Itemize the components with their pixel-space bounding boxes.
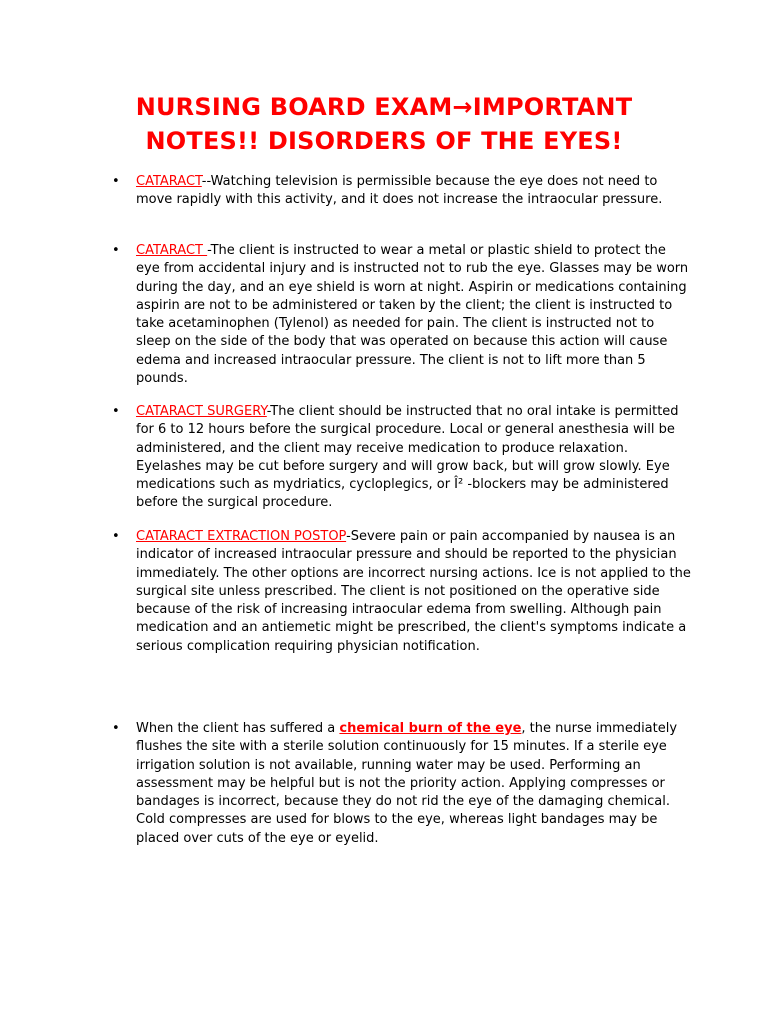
note-keyword: CATARACT SURGERY: [136, 404, 267, 419]
note-body: -The client is instructed to wear a metal or plastic shield to protect the eye from accidental injury and is instructed not to rub the eye. Glasses may be worn during the day, and an eye shield is worn at night. Aspirin or medications containing aspirin are not to be administered or taken by the client; the client is instructed to take acetaminophen (Tylenol) as needed for pain. The client is instructed not to sleep on the side of the body that was operated on because this action will cause edema and increased intraocular pressure. The client is not to lift more than 5 pounds.: [136, 243, 689, 387]
note-text: [136, 242, 692, 388]
note-keyword: CATARACT: [136, 243, 208, 258]
note-text: [136, 528, 692, 656]
bullet-icon: •: [112, 174, 120, 189]
note-text: [136, 173, 692, 210]
note-keyword: chemical burn of the eye: [339, 721, 522, 736]
bullet-icon: •: [112, 404, 120, 419]
bullet-icon: •: [112, 721, 120, 736]
note-body: -Severe pain or pain accompanied by nausea is an indicator of increased intraocular pressure and should be reported to the physician immediately. The other options are incorrect nursing actions. Ice is not applied to the surgical site unless prescribed. The client is not positioned on the operative side because of the risk of increasing intraocular edema from swelling. Although pain medication and an antiemetic might be prescribed, the client's symptoms indicate a serious complication requiring physician notification.: [136, 529, 691, 654]
note-keyword: CATARACT: [136, 174, 202, 189]
note-text: [136, 720, 692, 848]
note-body: -The client should be instructed that no oral intake is permitted for 6 to 12 hours before the surgical procedure. Local or general anesthesia will be administered, and the client may receive medication to produce relaxation. Eyelashes may be cut before surgery and will grow back, but will grow slowly. Eye medications such as mydriatics, cycloplegics, or Î² -blockers may be administered before the surgical procedure.: [136, 404, 679, 511]
note-body: , the nurse immediately flushes the site with a sterile solution continuously for 15 minutes. If a sterile eye irrigation solution is not available, running water may be used. Performing an assessment may be helpful but is not the priority action. Applying compresses or bandages is incorrect, because they do not rid the eye of the damaging chemical. Cold compresses are used for blows to the eye, whereas light bandages may be placed over cuts of the eye or eyelid.: [136, 721, 678, 846]
note-lead: When the client has suffered a: [136, 721, 340, 736]
bullet-icon: •: [112, 529, 120, 544]
bullet-icon: •: [112, 243, 120, 258]
note-keyword: CATARACT EXTRACTION POSTOP: [136, 529, 347, 544]
note-text: [136, 403, 692, 513]
page-title: NURSING BOARD EXAM→IMPORTANT NOTES!! DISORDERS OF THE EYES!: [135, 93, 633, 155]
note-body: --Watching television is permissible because the eye does not need to move rapidly with this activity, and it does not increase the intraocular pressure.: [136, 174, 663, 208]
